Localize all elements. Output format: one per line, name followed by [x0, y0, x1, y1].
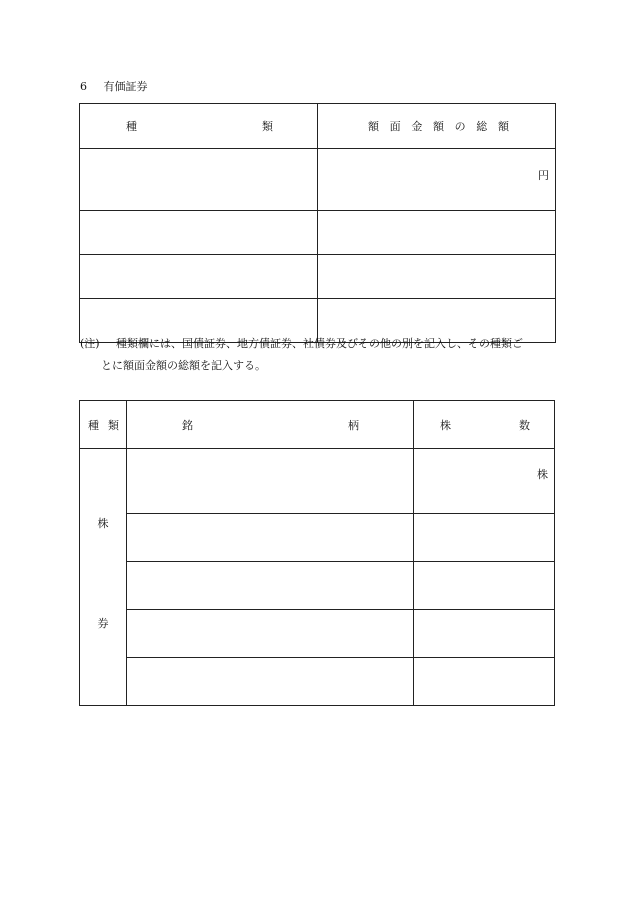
section-title [80, 78, 148, 94]
count-cell[interactable] [414, 658, 555, 706]
count-cell[interactable] [414, 449, 555, 514]
share-unit: 株 [537, 468, 548, 481]
note [80, 333, 560, 377]
table-row [80, 449, 555, 514]
stock-label-b: 券 [97, 617, 109, 630]
header-total-face-value: 額 面 金 額 の 総 額 [318, 104, 556, 149]
header-brand: 銘 柄 [127, 401, 414, 449]
securities-face-value-table [79, 103, 556, 343]
count-cell[interactable] [414, 610, 555, 658]
header-share-count: 株 数 [414, 401, 555, 449]
stock-label-a: 株 [97, 517, 109, 530]
stock-kind-cell [80, 449, 127, 706]
kind-cell[interactable] [80, 255, 318, 299]
note-line-2: とに額面金額の総額を記入する。 [101, 359, 266, 372]
table-row [80, 149, 556, 211]
section-number: 6 [80, 80, 87, 93]
amount-cell[interactable] [318, 149, 556, 211]
header-kind: 種 類 [80, 104, 318, 149]
table-row [80, 610, 555, 658]
table-row [80, 562, 555, 610]
brand-cell[interactable] [127, 658, 414, 706]
yen-unit: 円 [538, 169, 549, 182]
amount-cell[interactable] [318, 211, 556, 255]
stock-table [79, 400, 555, 706]
table-header-row [80, 104, 556, 149]
count-cell[interactable] [414, 514, 555, 562]
brand-cell[interactable] [127, 449, 414, 514]
brand-cell[interactable] [127, 514, 414, 562]
note-label: (注) [80, 337, 100, 350]
table-header-row [80, 401, 555, 449]
header-kind: 種 類 [80, 401, 127, 449]
amount-cell[interactable] [318, 255, 556, 299]
kind-cell[interactable] [80, 149, 318, 211]
note-line-1: 種類欄には、国債証券、地方債証券、社債券及びその他の別を記入し、その種類ご [116, 337, 523, 350]
count-cell[interactable] [414, 562, 555, 610]
kind-cell[interactable] [80, 211, 318, 255]
section-heading: 有価証券 [103, 80, 148, 93]
table-row [80, 658, 555, 706]
table-row [80, 514, 555, 562]
table-row [80, 255, 556, 299]
brand-cell[interactable] [127, 610, 414, 658]
table-row [80, 211, 556, 255]
brand-cell[interactable] [127, 562, 414, 610]
